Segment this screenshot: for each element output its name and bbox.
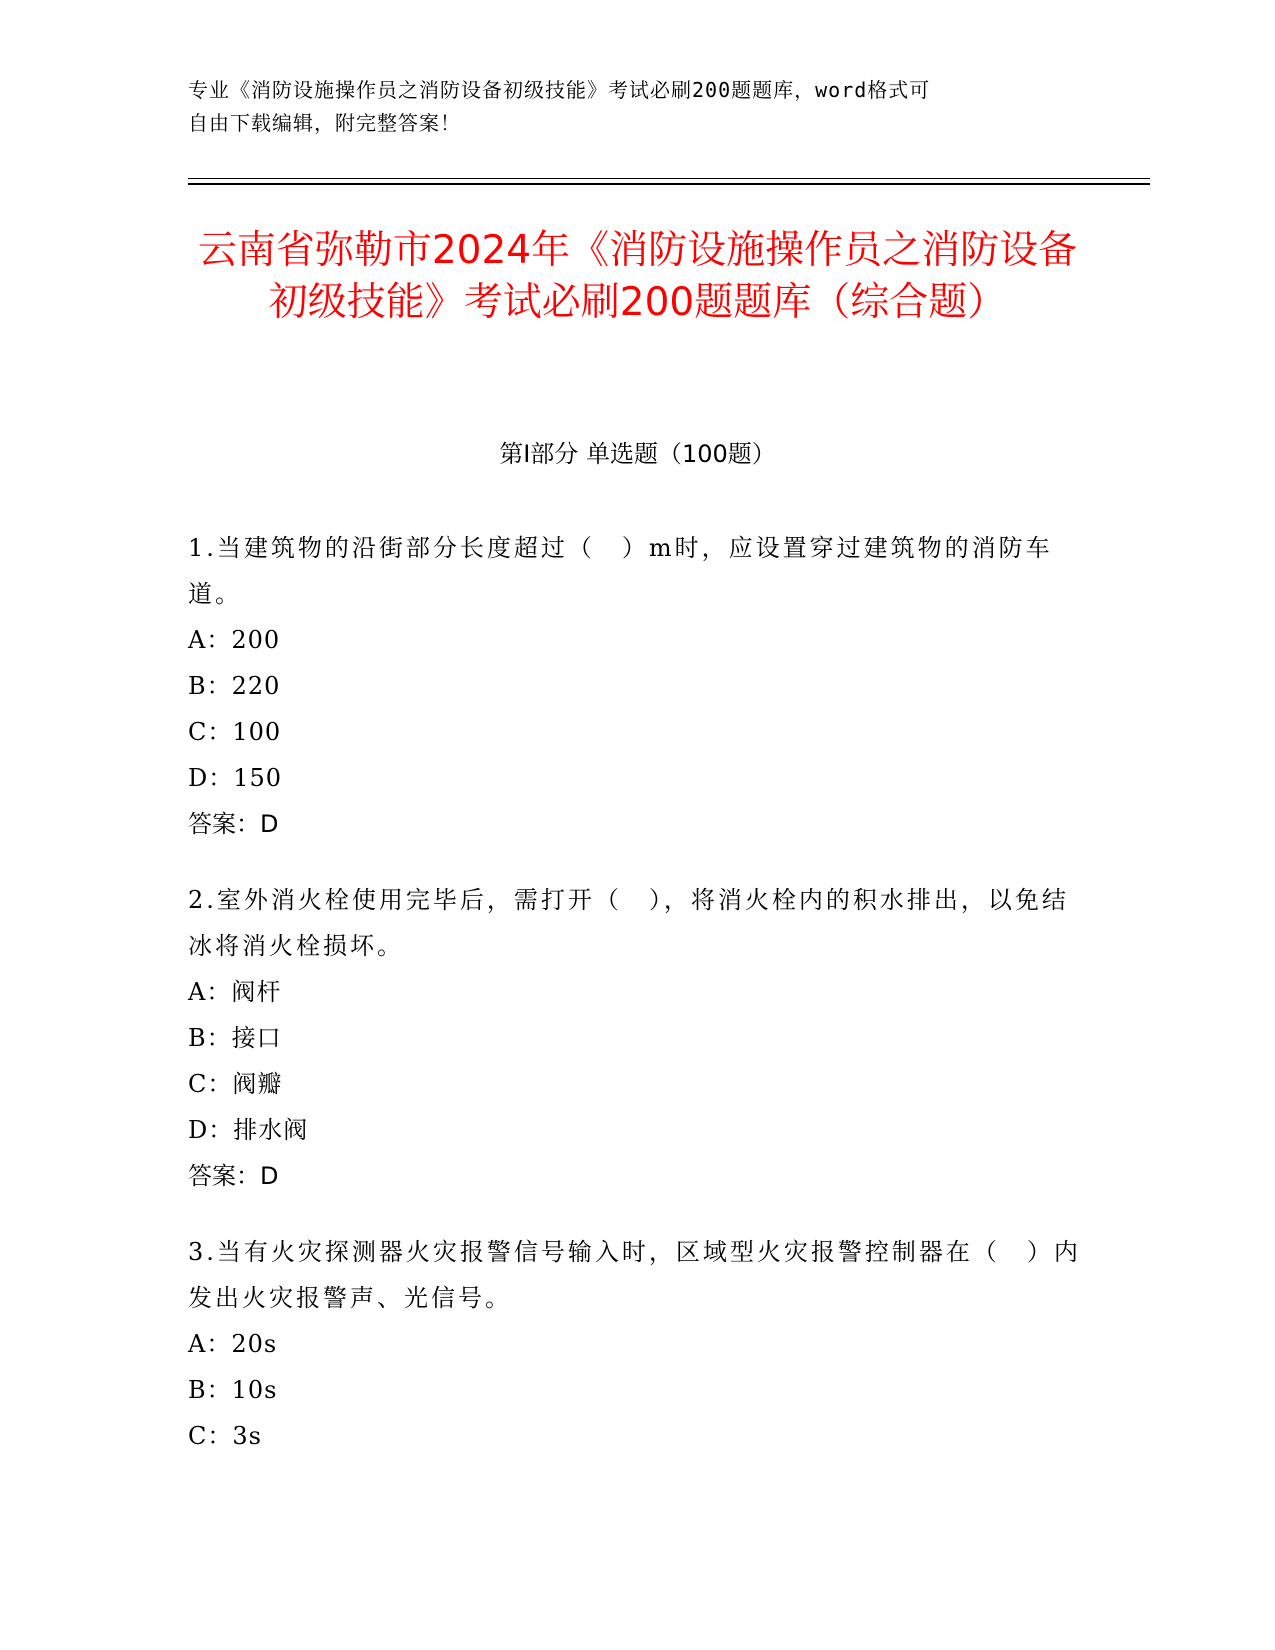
question-3 <box>188 1229 1088 1459</box>
question-stem: 2.室外消火栓使用完毕后，需打开（ ），将消火栓内的积水排出，以免结冰将消火栓损坏。 <box>188 886 1069 960</box>
question-stem: 1.当建筑物的沿街部分长度超过（ ）m时，应设置穿过建筑物的消防车道。 <box>188 534 1053 608</box>
question-1 <box>188 525 1088 847</box>
header-divider-thick <box>188 183 1150 185</box>
question-list <box>188 525 1088 1489</box>
document-title: 云南省弥勒市2024年《消防设施操作员之消防设备初级技能》考试必刷200题题库（综合题） <box>197 228 1078 325</box>
answer-line: 答案：D <box>188 810 279 838</box>
header-line-1: 专业《消防设施操作员之消防设备初级技能》考试必刷200题题库，word格式可 <box>188 78 931 102</box>
document-header <box>188 74 1088 140</box>
option-b: B：接口 <box>188 1024 282 1052</box>
option-d: D：150 <box>188 764 283 792</box>
option-c: C：100 <box>188 718 282 746</box>
question-2 <box>188 877 1088 1199</box>
answer-line: 答案：D <box>188 1162 279 1190</box>
option-b: B：220 <box>188 672 281 700</box>
option-a: A：200 <box>188 626 281 654</box>
header-divider-thin <box>188 178 1150 179</box>
section-heading: 第I部分 单选题（100题） <box>499 440 776 468</box>
question-stem: 3.当有火灾探测器火灾报警信号输入时，区域型火灾报警控制器在（ ）内发出火灾报警声、光信号。 <box>188 1238 1081 1312</box>
option-c: C：阀瓣 <box>188 1070 283 1098</box>
option-c: C：3s <box>188 1422 262 1450</box>
option-a: A：阀杆 <box>188 978 282 1006</box>
option-a: A：20s <box>188 1330 278 1358</box>
header-line-2: 自由下载编辑，附完整答案！ <box>188 111 461 135</box>
option-d: D：排水阀 <box>188 1116 309 1144</box>
option-b: B：10s <box>188 1376 278 1404</box>
